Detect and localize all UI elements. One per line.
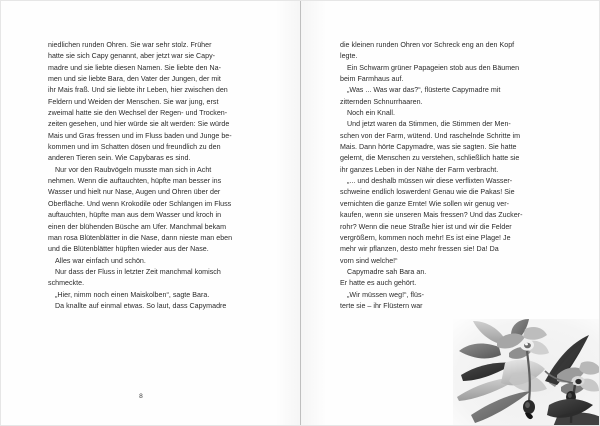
text-line: man rosa Blütenblätter in die Nase, dann nieste man eben bbox=[48, 233, 233, 242]
text-line: „Was ... Was war das?“, flüsterte Capymadre mit bbox=[347, 86, 501, 95]
text-line: niedlichen runden Ohren. Sie war sehr stolz. Früher bbox=[48, 41, 212, 49]
left-page-text-block bbox=[48, 40, 267, 312]
text-line: men und sie liebte Bara, den Vater der Jungen, der mit bbox=[48, 75, 221, 84]
text-line: ihr Mais fraß. Und sie liebte ihr Leben, hier zwischen den bbox=[48, 86, 228, 95]
text-line: legte. bbox=[340, 52, 358, 61]
text-line: schweine endlich loswerden! Genau wie die Pakas! Sie bbox=[340, 188, 515, 197]
text-line: zeiten gesehen, und hier würde sie alt werden: Sie würde bbox=[48, 120, 230, 129]
text-line: zitternden Schnurrhaaren. bbox=[340, 97, 423, 106]
text-line: Und jetzt waren da Stimmen, die Stimmen der Men- bbox=[347, 120, 511, 129]
text-line: madre und sie liebte diesen Namen. Sie liebte den Na- bbox=[48, 63, 221, 72]
text-line: Mais und Gras fressen und im Fluss baden und Junge be- bbox=[48, 131, 232, 140]
book-gutter-line bbox=[300, 1, 301, 426]
orchid-illustration bbox=[453, 319, 600, 426]
text-line: hatte sie sich Capy genannt, aber jetzt war sie Capy- bbox=[48, 52, 216, 61]
text-line: die kleinen runden Ohren vor Schreck eng an den Kopf bbox=[340, 41, 515, 49]
right-gutter-shading bbox=[301, 1, 327, 426]
text-line: gelernt, die Menschen zu verstehen, schließlich hatte sie bbox=[340, 154, 520, 163]
text-line: schen von der Farm, wütend. Und raschelnde Schritte im bbox=[340, 131, 521, 140]
text-line: ihr ganzes Leben in der Nähe der Farm verbracht. bbox=[340, 165, 499, 174]
text-line: Ein Schwarm grüner Papageien stob aus den Bäumen bbox=[347, 63, 520, 72]
orchid-illustration-graphic bbox=[453, 319, 600, 426]
right-page-text-block bbox=[340, 40, 561, 312]
text-line: Alles war einfach und schön. bbox=[55, 256, 146, 265]
text-line: vorn sind welche!“ bbox=[340, 256, 398, 265]
text-line: rohr? Wenn die neue Straße hier ist und wir die Felder bbox=[340, 222, 512, 231]
text-line: „Hier, nimm noch einen Maiskolben“, sagte Bara. bbox=[55, 290, 210, 299]
text-line: nehmen. Wenn die auftauchten, hüpfte man besser ins bbox=[48, 177, 222, 186]
text-line: Nur vor den Raubvögeln musste man sich in Acht bbox=[55, 165, 212, 174]
text-line: Da knallte auf einmal etwas. So laut, dass Capymadre bbox=[55, 301, 227, 310]
left-gutter-shading bbox=[275, 1, 301, 426]
text-line: „Wir müssen weg!“, flüs- bbox=[347, 290, 424, 299]
text-line: anderen Tieren sein. Wie Capybaras es sind. bbox=[48, 154, 191, 163]
text-line: kaufen, wenn sie unseren Mais fressen? Und das Zucker- bbox=[340, 211, 523, 220]
text-line: Nur dass der Fluss in letzter Zeit manchmal komisch bbox=[55, 267, 221, 276]
text-line: terte sie – ihr Flüstern war bbox=[340, 301, 423, 310]
text-line: Oberfläche. Und wenn Krokodile oder Schlangen im Fluss bbox=[48, 199, 232, 208]
text-line: mehr wir pflanzen, desto mehr fressen sie! Da! Da bbox=[340, 245, 499, 254]
text-line: schmeckte. bbox=[48, 279, 85, 288]
text-line: einen der blühenden Büsche am Ufer. Manchmal bekam bbox=[48, 222, 227, 231]
text-line: Mais. Dann hörte Capymadre, was sie sagten. Sie hatte bbox=[340, 143, 517, 152]
text-line: auftauchten, hüpfte man aus dem Wasser und kroch in bbox=[48, 211, 222, 220]
text-line: Capymadre sah Bara an. bbox=[347, 267, 427, 276]
text-line: Er hatte es auch gehört. bbox=[340, 279, 417, 288]
text-line: zweimal hatte sie den Wechsel der Regen- und Trocken- bbox=[48, 109, 228, 118]
text-line: kommen und im Schatten dösen und freundlich zu den bbox=[48, 143, 221, 152]
text-line: vernichten die ganze Ernte! Wie sollen wir genug ver- bbox=[340, 199, 510, 208]
text-line: beim Farmhaus auf. bbox=[340, 75, 404, 84]
page-number-left: 8 bbox=[139, 393, 143, 400]
text-line: Noch ein Knall. bbox=[347, 109, 396, 118]
text-line: vergrößern, kommen noch mehr! Es ist eine Plage! Je bbox=[340, 233, 511, 242]
text-line: „... und deshalb müssen wir diese verflixten Wasser- bbox=[347, 177, 513, 186]
text-line: Feldern und Weiden der Menschen. Sie war jung, erst bbox=[48, 97, 219, 106]
text-line: Wasser und hielt nur Nase, Augen und Ohren über der bbox=[48, 188, 221, 197]
text-line: und die Blütenblätter hüpften wieder aus der Nase. bbox=[48, 245, 209, 254]
